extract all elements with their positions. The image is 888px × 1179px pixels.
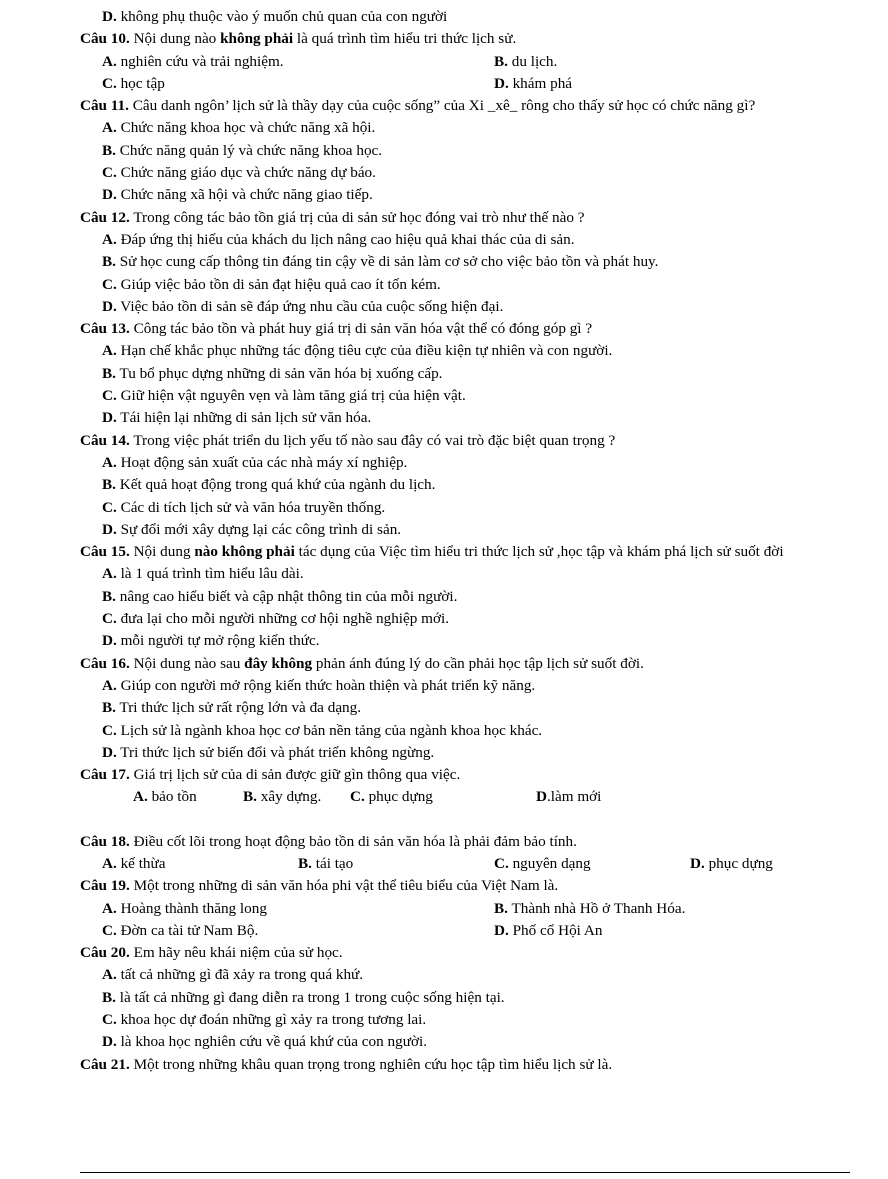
q20-option-b: B. là tất cả những gì đang diễn ra trong 1 trong cuộc sống hiện tại.: [102, 988, 505, 1006]
question-20: Câu 20. Em hãy nêu khái niệm của sử học.: [80, 944, 343, 962]
q16-option-b: B. Tri thức lịch sử rất rộng lớn và đa dạng.: [102, 699, 362, 717]
q16-option-d: D. Tri thức lịch sử biến đổi và phát triển không ngừng.: [102, 743, 435, 761]
q17-option-b: B. xây dựng.: [243, 788, 322, 806]
q19-option-a: A. Hoàng thành thăng long: [102, 899, 267, 917]
q14-option-d: D. Sự đổi mới xây dựng lại các công trình di sản.: [102, 520, 402, 538]
q17-options-row: [0, 786, 888, 808]
question-17: Câu 17. Giá trị lịch sử của di sản được giữ gìn thông qua việc.: [80, 766, 461, 784]
question-19: Câu 19. Một trong những di sản văn hóa phi vật thể tiêu biểu của Việt Nam là.: [80, 877, 559, 895]
q18-option-b: B. tái tạo: [298, 854, 354, 872]
q14-option-c: C. Các di tích lịch sử và văn hóa truyền thống.: [102, 498, 386, 516]
exam-page: [0, 6, 888, 1076]
q13-option-a: A. Hạn chế khắc phục những tác động tiêu cực của điều kiện tự nhiên và con người.: [102, 342, 613, 360]
question-16: Câu 16. Nội dung nào sau đây không phản ánh đúng lý do cần phải học tập lịch sử suốt đời.: [80, 654, 644, 672]
q18-option-a: A. kế thừa: [102, 854, 166, 872]
question-11: Câu 11. Câu danh ngôn’ lịch sử là thầy dạy của cuộc sống” của Xi _xê_ rông cho thấy sử học có chức năng gì?: [80, 97, 756, 115]
q14-option-a: A. Hoạt động sản xuất của các nhà máy xí nghiệp.: [102, 453, 408, 471]
q11-option-b: B. Chức năng quản lý và chức năng khoa học.: [102, 141, 383, 159]
q10-options-row-2: [0, 73, 888, 95]
q18-option-d: D. phục dựng: [690, 854, 773, 872]
q11-option-d: D. Chức năng xã hội và chức năng giao tiếp.: [102, 186, 373, 204]
q12-option-b: B. Sử học cung cấp thông tin đáng tin cậy về di sản làm cơ sở cho việc bảo tồn và phát huy.: [102, 253, 659, 271]
footer-divider: [80, 1172, 850, 1173]
q20-option-c: C. khoa học dự đoán những gì xảy ra trong tương lai.: [102, 1011, 427, 1029]
q15-option-a: A. là 1 quá trình tìm hiểu lâu dài.: [102, 565, 304, 583]
q18-option-c: C. nguyên dạng: [494, 854, 591, 872]
question-13: Câu 13. Công tác bảo tồn và phát huy giá trị di sản văn hóa vật thể có đóng góp gì ?: [80, 320, 593, 338]
q19-options-row-2: [0, 920, 888, 942]
blank-line: [0, 809, 888, 831]
question-10: Câu 10. Nội dung nào không phải là quá trình tìm hiểu tri thức lịch sử.: [80, 30, 517, 48]
question-21: Câu 21. Một trong những khâu quan trọng trong nghiên cứu học tập tìm hiểu lịch sử là.: [80, 1055, 613, 1073]
q15-option-c: C. đưa lại cho mỗi người những cơ hội nghề nghiệp mới.: [102, 610, 450, 628]
q19-options-row-1: [0, 898, 888, 920]
q13-option-d: D. Tái hiện lại những di sản lịch sử văn hóa.: [102, 409, 372, 427]
q15-option-d: D. mỗi người tự mở rộng kiến thức.: [102, 632, 320, 650]
q10-option-c: C. học tập: [102, 74, 165, 92]
q19-option-c: C. Đờn ca tài tử Nam Bộ.: [102, 921, 259, 939]
q19-option-d: D. Phố cổ Hội An: [494, 921, 603, 939]
q18-options-row: [0, 853, 888, 875]
q10-option-a: A. nghiên cứu và trải nghiệm.: [102, 52, 284, 70]
q20-option-d: D. là khoa học nghiên cứu về quá khứ của con người.: [102, 1033, 427, 1051]
question-15: Câu 15. Nội dung nào không phải tác dụng của Việc tìm hiểu tri thức lịch sử ,học tập và khám phá lịch sử suốt đời: [80, 543, 784, 561]
q16-option-a: A. Giúp con người mở rộng kiến thức hoàn thiện và phát triển kỹ năng.: [102, 676, 536, 694]
question-12: Câu 12. Trong công tác bảo tồn giá trị của di sản sử học đóng vai trò như thế nào ?: [80, 208, 585, 226]
q10-option-b: B. du lịch.: [494, 52, 558, 70]
question-18: Câu 18. Điều cốt lõi trong hoạt động bảo tồn di sản văn hóa là phải đảm bảo tính.: [80, 832, 577, 850]
q11-option-c: C. Chức năng giáo dục và chức năng dự báo.: [102, 164, 376, 182]
q13-option-c: C. Giữ hiện vật nguyên vẹn và làm tăng giá trị của hiện vật.: [102, 387, 466, 405]
q10-options-row-1: [0, 51, 888, 73]
q17-option-a: A. bảo tồn: [133, 788, 197, 806]
q12-option-a: A. Đáp ứng thị hiếu của khách du lịch nâng cao hiệu quả khai thác của di sản.: [102, 230, 575, 248]
q12-option-c: C. Giúp việc bảo tồn di sản đạt hiệu quả cao ít tốn kém.: [102, 275, 441, 293]
q20-option-a: A. tất cả những gì đã xảy ra trong quá khứ.: [102, 966, 364, 984]
q17-option-c: C. phục dựng: [350, 788, 433, 806]
q10-option-d: D. khám phá: [494, 74, 573, 92]
question-14: Câu 14. Trong việc phát triển du lịch yếu tố nào sau đây có vai trò đặc biệt quan trọng ?: [80, 431, 616, 449]
q13-option-b: B. Tu bổ phục dựng những di sản văn hóa bị xuống cấp.: [102, 364, 443, 382]
q16-option-c: C. Lịch sử là ngành khoa học cơ bản nền tảng của ngành khoa học khác.: [102, 721, 543, 739]
q17-option-d: D.làm mới: [536, 788, 602, 806]
q12-option-d: D. Việc bảo tồn di sản sẽ đáp ứng nhu cầu của cuộc sống hiện đại.: [102, 297, 504, 315]
q19-option-b: B. Thành nhà Hồ ở Thanh Hóa.: [494, 899, 686, 917]
q14-option-b: B. Kết quả hoạt động trong quá khứ của ngành du lịch.: [102, 476, 436, 494]
q15-option-b: B. nâng cao hiểu biết và cập nhật thông tin của mỗi người.: [102, 587, 458, 605]
q11-option-a: A. Chức năng khoa học và chức năng xã hội.: [102, 119, 376, 137]
option-d-prev: D. không phụ thuộc vào ý muốn chủ quan của con người: [102, 8, 448, 25]
